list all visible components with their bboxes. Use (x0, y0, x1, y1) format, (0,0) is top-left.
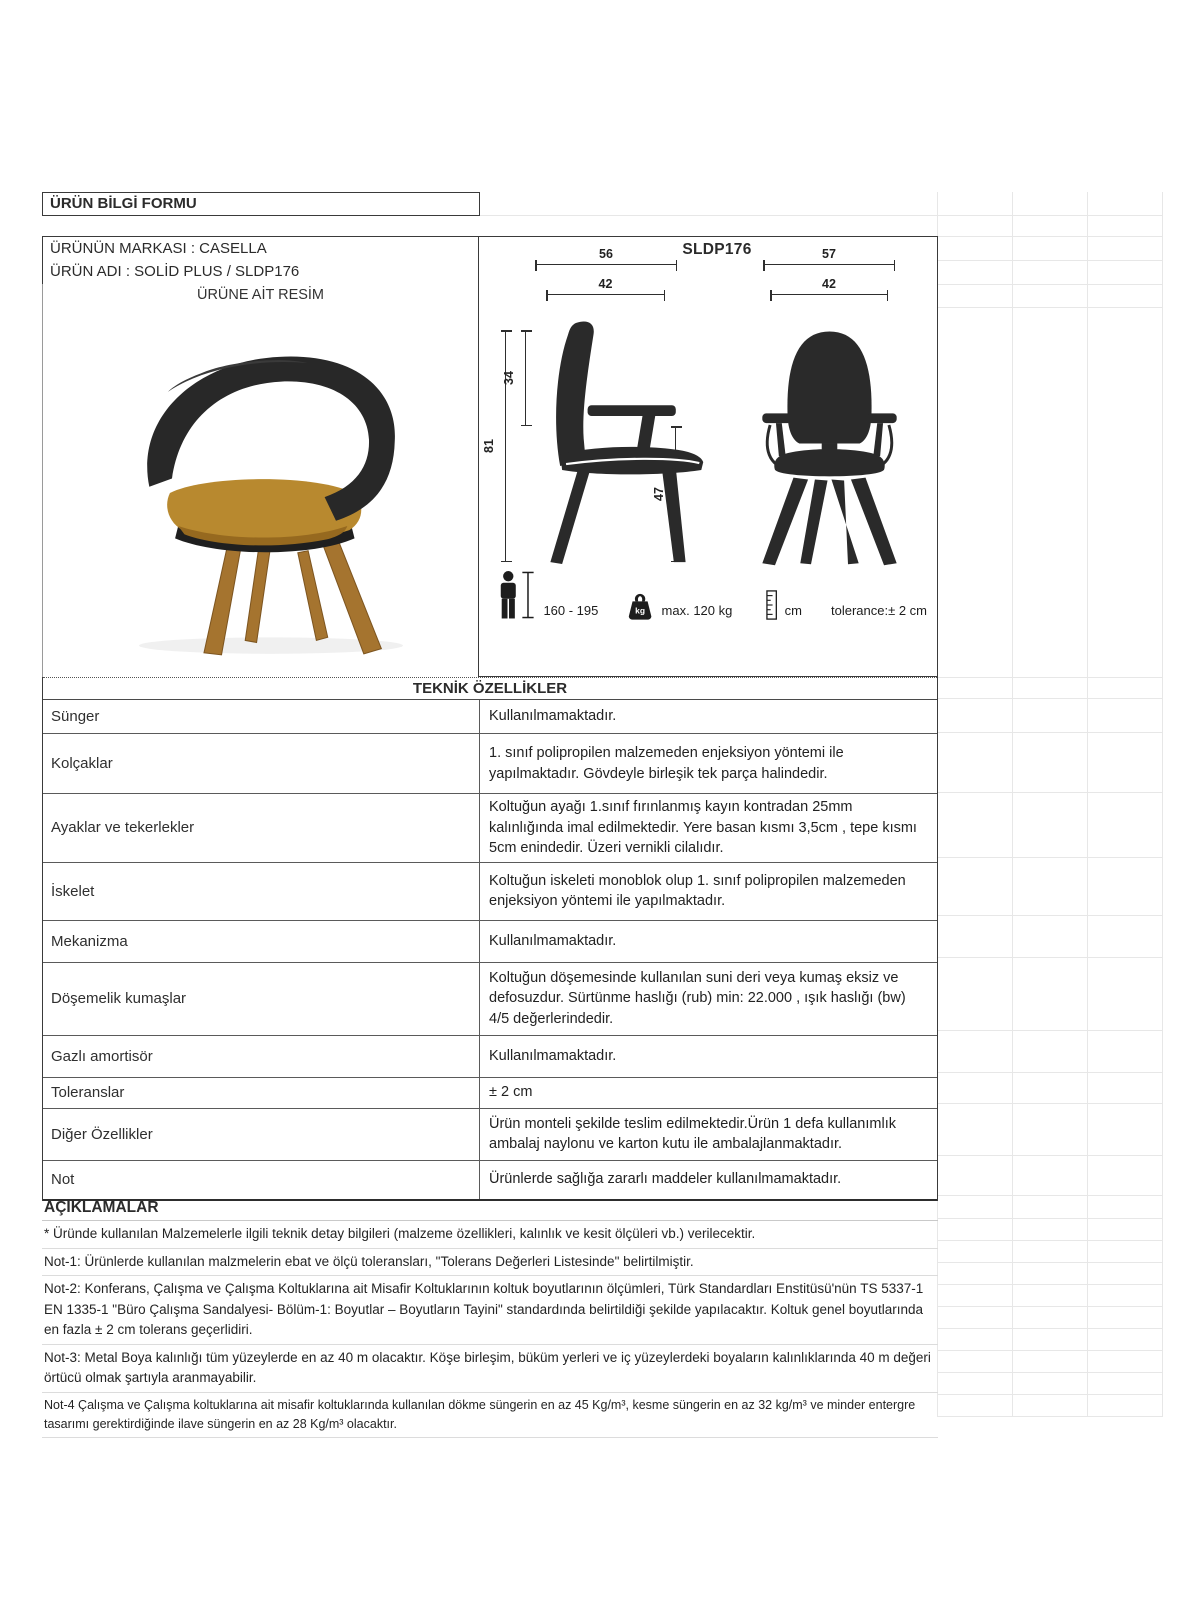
dim-overall-height: 81 (505, 331, 506, 561)
spec-value: Kullanılmamaktadır. (489, 1047, 617, 1064)
list-item: Not-3: Metal Boya kalınlığı tüm yüzeylerde en az 40 m olacaktır. Köşe birleşim, büküm yerleri ve iç yüzeylerdeki boyaların kalınlıklarında 40 m değeri örtücü olmak şartıyla aranmayabilir. (42, 1345, 938, 1393)
list-item: Not-4 Çalışma ve Çalışma koltuklarına ait misafir koltuklarında kullanılan dökme süngerin en az 45 Kg/m³, kesme süngerin en az 32 kg/m³ ve minder entergre tasarımı gerektirdiğinde ilave süngerin en az 28 Kg/m³ olacaktır. (42, 1393, 938, 1438)
table-row (43, 700, 937, 734)
list-item: * Üründe kullanılan Malzemelerle ilgili teknik detay bilgileri (malzeme özellikleri, kalınlık ve kesit ölçüleri vb.) verilecektir. (42, 1221, 938, 1249)
brand-line: ÜRÜNÜN MARKASI : CASELLA (42, 236, 479, 261)
spec-label: Diğer Özellikler (43, 1109, 480, 1160)
table-row (43, 1036, 937, 1078)
spec-value: Kullanılmamaktadır. (489, 932, 617, 949)
spec-label: Ayaklar ve tekerlekler (43, 794, 480, 862)
dim-side-top-width: 56 (536, 264, 676, 265)
table-row (43, 794, 937, 863)
table-row (43, 921, 937, 963)
spec-value: Koltuğun iskeleti monoblok olup 1. sınıf polipropilen malzemeden enjeksiyon yöntemi ile yapılmaktadır. (489, 872, 906, 910)
spec-value: Ürünlerde sağlığa zararlı maddeler kullanılmamaktadır. (489, 1171, 842, 1188)
legend-row (497, 563, 927, 621)
technical-specs-table (42, 677, 938, 1201)
table-row (43, 1078, 937, 1109)
spec-value: Kullanılmamaktadır. (489, 708, 617, 725)
product-photo-cell (42, 308, 479, 677)
notes-title: AÇIKLAMALAR (42, 1197, 938, 1221)
dim-side-seat-width: 42 (547, 294, 664, 295)
table-row (43, 863, 937, 921)
model-code: SLDP176 (682, 241, 752, 258)
list-item: Not-1: Ürünlerde kullanılan malzmelerin ebat ve ölçü toleransları, "Tolerans Değerleri Listesinde" belirtilmiştir. (42, 1249, 938, 1277)
spec-label: Gazlı amortisör (43, 1036, 480, 1077)
dim-seat-height: 47 (675, 427, 676, 561)
spec-label: Toleranslar (43, 1078, 480, 1108)
spec-label: İskelet (43, 863, 480, 920)
dim-front-top-width: 57 (764, 264, 894, 265)
chair-side-view (527, 321, 707, 566)
height-range-text: 160 - 195 (543, 603, 599, 618)
page-title: ÜRÜN BİLGİ FORMU (42, 192, 480, 216)
weight-kg-icon (626, 593, 654, 621)
tolerance-text: tolerance:± 2 cm (830, 603, 927, 618)
table-row (43, 734, 937, 794)
dim-front-seat-width: 42 (771, 294, 887, 295)
person-height-icon (497, 569, 536, 621)
spec-value: ± 2 cm (489, 1084, 533, 1101)
specs-title: TEKNİK ÖZELLİKLER (43, 677, 937, 700)
table-row (43, 1161, 937, 1201)
product-image-caption: ÜRÜNE AİT RESİM (42, 284, 479, 308)
unit-text: cm (784, 603, 802, 618)
product-photo-chair (101, 330, 441, 660)
spec-label: Sünger (43, 700, 480, 733)
table-row (43, 1109, 937, 1161)
list-item: Not-2: Konferans, Çalışma ve Çalışma Koltuklarına ait Misafir Koltuklarının koltuk boyutlarının ölçümleri, Türk Standardları Enstitüsü'nün TS 5337-1 EN 1335-1 "Büro Çalışma Sandalyesi- Bölüm-1: Boyutlar – Boyutların Tayini" standardında belirtildiği şekilde yapılacaktır. Koltuk genel boyutlarında en fazla ± 2 cm tolerans geçerlidiri. (42, 1276, 938, 1345)
spec-value: Ürün monteli şekilde teslim edilmektedir.Ürün 1 defa kullanımlık ambalaj naylonu ve karton kutu ile ambalajlanmaktadır. (489, 1115, 896, 1153)
max-weight-text: max. 120 kg (661, 603, 733, 618)
notes-section (42, 1197, 938, 1438)
weight-badge-label: kg (635, 605, 646, 616)
table-row (43, 963, 937, 1036)
spec-label: Not (43, 1161, 480, 1199)
dim-back-height: 34 (525, 331, 526, 425)
spec-label: Döşemelik kumaşlar (43, 963, 480, 1035)
chair-front-view (737, 319, 922, 569)
product-line: ÜRÜN ADI : SOLİD PLUS / SLDP176 (42, 260, 479, 285)
spec-label: Mekanizma (43, 921, 480, 962)
spec-value: Koltuğun ayağı 1.sınıf fırınlanmış kayın kontradan 25mm kalınlığında imal edilmektedir. Yere basan kısmı 3,5cm , tepe kısmı 5cm enindedir. Üzeri vernikli cilalıdır. (489, 799, 917, 857)
ruler-cm-icon (766, 589, 777, 621)
spec-label: Kolçaklar (43, 734, 480, 793)
spec-value: Koltuğun döşemesinde kullanılan suni deri veya kumaş eksiz ve defosuzdur. Sürtünme haslığı (rub) min: 22.000 , ışık haslığı (bw) 4/5 değerlerindedir. (489, 969, 906, 1028)
spec-value: 1. sınıf polipropilen malzemeden enjeksiyon yöntemi ile yapılmaktadır. Gövdeyle birleşik tek parça halindedir. (489, 744, 844, 782)
technical-drawing-box (478, 236, 938, 677)
